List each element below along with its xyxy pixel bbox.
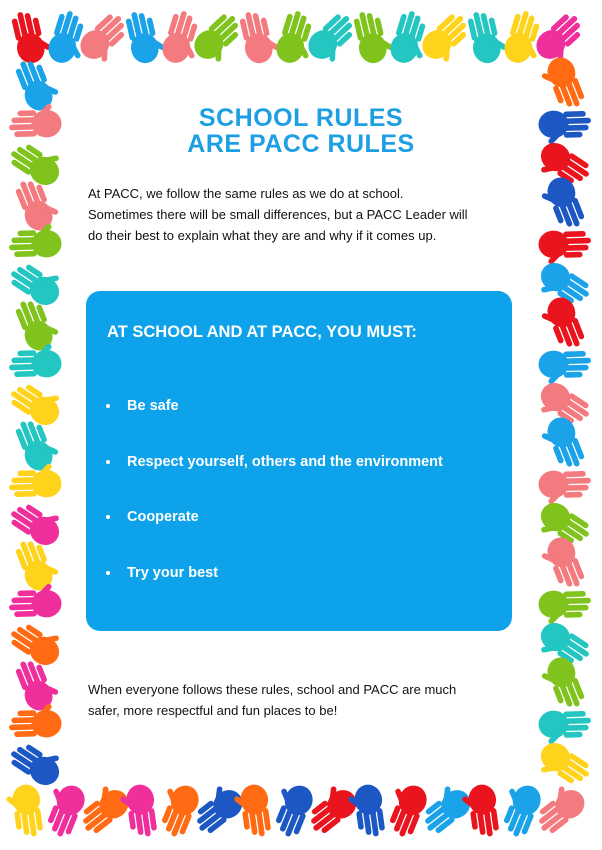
handprint-icon bbox=[536, 173, 587, 235]
handprint-icon bbox=[302, 9, 364, 70]
handprint-icon bbox=[532, 737, 595, 795]
handprint-icon bbox=[123, 7, 168, 66]
intro-line: Sometimes there will be small differences, but a PACC Leader will bbox=[88, 207, 468, 222]
rule-text: Respect yourself, others and the environment bbox=[127, 454, 443, 470]
handprint-icon bbox=[536, 413, 587, 475]
handprint-icon bbox=[493, 779, 545, 841]
rules-box bbox=[86, 291, 512, 631]
handprint-icon bbox=[6, 493, 69, 551]
handprint-icon bbox=[538, 710, 591, 746]
handprint-icon bbox=[6, 373, 69, 431]
closing-line: When everyone follows these rules, school and PACC are much bbox=[88, 682, 457, 697]
handprint-icon bbox=[538, 230, 591, 266]
intro-line: do their best to explain what they are and why if it comes up. bbox=[88, 228, 437, 243]
handprint-icon bbox=[465, 7, 510, 66]
handprint-icon bbox=[6, 613, 69, 671]
bullet-icon bbox=[106, 460, 110, 464]
handprint-icon bbox=[9, 7, 54, 66]
handprint-icon bbox=[188, 9, 250, 70]
handprint-icon bbox=[4, 783, 46, 840]
handprint-icon bbox=[351, 7, 396, 66]
handprint-icon bbox=[536, 293, 587, 355]
handprint-icon bbox=[416, 9, 478, 70]
handprint-icon bbox=[6, 253, 69, 311]
handprint-icon bbox=[151, 779, 203, 841]
handprint-icon bbox=[536, 533, 587, 595]
handprint-icon bbox=[536, 653, 587, 715]
closing-paragraph bbox=[88, 679, 508, 721]
handprint-icon bbox=[379, 779, 431, 841]
handprint-icon bbox=[538, 350, 591, 386]
rule-item bbox=[106, 565, 218, 581]
page-title-line-1: SCHOOL RULES bbox=[198, 104, 404, 132]
intro-line: At PACC, we follow the same rules as we do at school. bbox=[88, 186, 404, 201]
bullet-icon bbox=[106, 515, 110, 519]
rules-heading: AT SCHOOL AND AT PACC, YOU MUST: bbox=[107, 323, 417, 341]
handprint-icon bbox=[538, 470, 591, 506]
rule-item bbox=[106, 454, 443, 470]
handprint-icon bbox=[265, 779, 317, 841]
handprint-icon bbox=[237, 7, 282, 66]
handprint-icon bbox=[74, 9, 136, 70]
bullet-icon bbox=[106, 571, 110, 575]
rule-text: Be safe bbox=[127, 398, 179, 414]
rule-text: Try your best bbox=[127, 565, 219, 581]
rule-item bbox=[106, 398, 179, 414]
rule-text: Cooperate bbox=[127, 509, 199, 525]
bullet-icon bbox=[106, 404, 110, 408]
handprint-icon bbox=[37, 779, 89, 841]
handprint-icon bbox=[538, 590, 591, 626]
page-title-line-2: ARE PACC RULES bbox=[187, 130, 415, 158]
rule-item bbox=[106, 509, 199, 525]
intro-paragraph bbox=[88, 183, 508, 246]
handprint-icon bbox=[6, 733, 69, 791]
closing-line: safer, more respectful and fun places to be! bbox=[88, 703, 338, 718]
